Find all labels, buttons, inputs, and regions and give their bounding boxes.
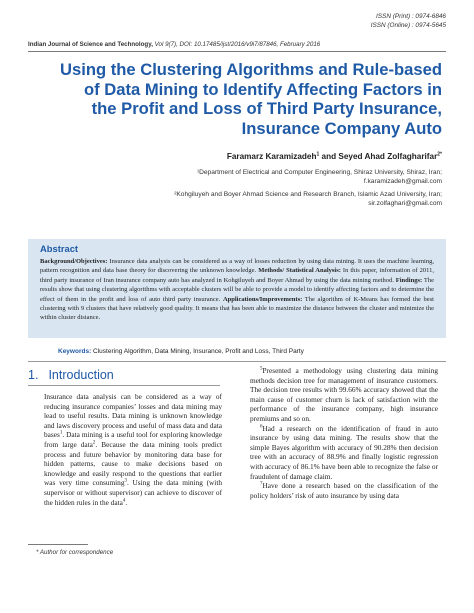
right-paragraph-2 (250, 424, 438, 482)
author-2-affiliation-mark: 2* (437, 151, 442, 158)
affiliation-2-name: ²Kohgiluyeh and Boyer Ahmad Science and Research Branch, Islamic Azad University, Iran; (174, 191, 442, 198)
citation-5: 5 (260, 366, 263, 372)
affiliation-2 (174, 190, 442, 209)
section-rule (28, 385, 220, 386)
keywords-label: Keywords: (58, 348, 92, 355)
issn-print: ISSN (Print) : 0974-6846 (376, 13, 446, 20)
right-paragraph-1 (250, 366, 438, 424)
author-connector: and (319, 152, 339, 161)
left-text-3: . Because the data mining tools predict process and future behavior by monitoring data base for hidden patterns, cause to make decisions based on knowledge and easily respond to the questions that earlier was very time consuming (44, 439, 222, 488)
section-title: Introduction (48, 368, 114, 382)
correspondence-footnote: * Author for correspondence (36, 549, 114, 556)
affiliation-1-name: ¹Department of Electrical and Computer Engineering, Shiraz University, Shiraz, Iran; (196, 169, 442, 176)
left-paragraph (44, 392, 222, 507)
issn-online: ISSN (Online) : 0974-5645 (370, 22, 446, 29)
abstract-body (40, 257, 434, 323)
abstract-methods-label: Methods/ Statistical Analysis: (258, 267, 341, 275)
right-text-1: Presented a methodology using clustering data mining methods decision tree for management of insurance customers. The decision tree results with 99.66% accuracy showed that the main cause of customer churn is lack of satisfaction with the performance of the insurance company, high insurance premiums and so on. (250, 366, 438, 423)
header-rule (28, 51, 446, 52)
abstract-findings-label: Findings: (395, 276, 423, 284)
abstract-objectives-label: Background/Objectives: (40, 258, 108, 265)
abstract-applications-text: The algorithm of K-Means has formed the best clustering with 9 clusters that have relatively good quality. It means that has been able to maximize the distance between the cluster and minimize the within cluster distance. (40, 295, 434, 322)
right-text-3: Have done a research based on the classification of the policy holders’ risk of auto insurance by using data (250, 481, 438, 500)
affiliation-1 (197, 168, 442, 187)
keywords-text: Clustering Algorithm, Data Mining, Insurance, Profit and Loss, Third Party (91, 348, 304, 355)
right-text-2: Had a research on the identification of fraud in auto insurance by using data mining. The results show that the simple Bayes algorithm with accuracy of 90.28% then decision tree with an accuracy of 88.9% and finally logistic regression with accuracy of 86.1% have been able to recognize the false or fraudulent of damage claim. (250, 423, 438, 481)
author-2: Seyed Ahad Zolfagharifar (338, 152, 438, 161)
abstract-applications-label: Applications/Improvements: (222, 295, 303, 303)
citation-7: 7 (260, 481, 263, 487)
right-paragraph-3 (250, 481, 438, 500)
left-column (44, 392, 222, 507)
citation-4: 4 (122, 498, 126, 504)
citation-1: 1 (59, 430, 63, 436)
abstract-methods-text: In this paper, information of 2011, third party insurance of Iran insurance company auto has analyzed in Kohgiluyeh and Boyer Ahmad by using the data mining method. (40, 267, 435, 284)
author-1-affiliation-mark: 1 (316, 151, 320, 158)
citation-2: 2 (92, 440, 96, 446)
abstract-heading: Abstract (40, 243, 79, 254)
journal-reference: Vol 9(7), DOI: 10.17485/ijst/2016/v9i7/87846, February 2016 (152, 41, 321, 48)
keywords-line (58, 348, 304, 355)
author-1: Faramarz Karamizadeh (226, 152, 317, 161)
abstract-objectives-text: Insurance data analysis can be considered as a way of losses reduction by using data mining. It uses the machine learning, pattern recognition and data base theory for discovering the unknown knowledge. (40, 258, 434, 275)
abstract-findings-text: The results show that using clustering algorithms with acceptable clusters will be able to provide a model to identify affecting factors and to determine the effect of them in the profit and loss of auto third party insurance. (40, 276, 434, 303)
citation-3: 3 (124, 478, 127, 484)
section-number: 1. (28, 368, 39, 382)
journal-citation (28, 41, 446, 48)
right-column (250, 366, 438, 500)
journal-name: Indian Journal of Science and Technology, (28, 41, 153, 48)
issn-block (371, 12, 446, 30)
keywords-rule (28, 361, 446, 362)
affiliation-2-email[interactable]: sir.zolfaghari@gmail.com (368, 200, 442, 208)
citation-6: 6 (260, 424, 263, 430)
paper-title: Using the Clustering Algorithms and Rule-based of Data Mining to Identify Affecting Factors in the Profit and Loss of Third Party Insurance, Insurance Company Auto (60, 60, 442, 138)
left-text-1: Insurance data analysis can be considered as a way of reducing insurance companies’ losses and data mining may lead to useful results. Data mining is unknown knowledge and laws discovery process and useful of mass data and data bases (44, 392, 222, 440)
section-heading (28, 368, 114, 382)
footnote-rule (28, 544, 88, 545)
left-text-2: . Data mining is a useful tool for exploring knowledge from large data (44, 430, 222, 449)
left-text-5: . (125, 497, 128, 507)
author-line (227, 152, 442, 161)
affiliation-1-email[interactable]: f.karamizadeh@gmail.com (363, 178, 442, 186)
left-text-4: . Using the data mining (with supervisor or without supervisor) can achieve to discover of the hidden rules in the data (44, 478, 223, 507)
